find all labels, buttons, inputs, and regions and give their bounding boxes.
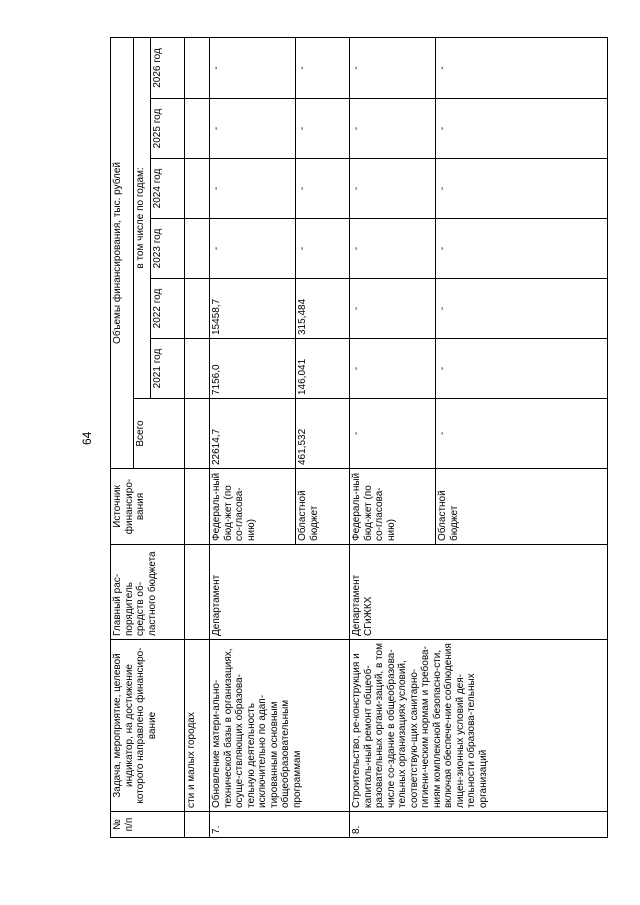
row-value: - xyxy=(350,339,436,399)
row-value: - xyxy=(210,159,296,219)
row-value: - xyxy=(436,219,608,279)
row-number: 7. xyxy=(210,812,350,838)
row-task: Строительство, ре-конструкция и капиталь-ный ремонт общеоб-разовательных органи-заций, в том числе со-здание в общеобразова-тельных организациях условий, соответствую-щих санитарно-гигиени-ческим нормам и требова-ниям комплексной безопасно-сти, включая обеспече-ние соблюдения лицен-зионных условий дея-тельности образова-тельных организаций xyxy=(350,640,608,812)
header-year: 2023 год xyxy=(151,219,185,279)
row-total: 461,532 xyxy=(296,399,350,469)
row-value: - xyxy=(350,159,436,219)
header-source: Источник финансиро-вания xyxy=(111,469,185,545)
row-total: - xyxy=(436,399,608,469)
row-value: - xyxy=(350,99,436,159)
row-value: - xyxy=(296,37,350,98)
header-volumes: Объемы финансирования, тыс. рублей xyxy=(111,37,134,468)
header-by-years: в том числе по годам: xyxy=(134,37,151,398)
header-task: Задача, мероприятие, целевой индикатор, на достижение которого направлено финансиро-вание xyxy=(111,640,185,812)
table-row xyxy=(350,37,436,837)
row-value: - xyxy=(210,99,296,159)
row-value: - xyxy=(436,339,608,399)
section-row xyxy=(185,37,210,837)
row-source: Областной бюджет xyxy=(436,469,608,545)
row-manager: Департамент xyxy=(210,545,350,640)
financing-table xyxy=(110,37,608,838)
row-value: 15458,7 xyxy=(210,279,296,339)
row-total: 22614,7 xyxy=(210,399,296,469)
row-value: - xyxy=(436,37,608,98)
header-num: № п/п xyxy=(111,812,185,838)
header-manager: Главный рас-порядитель средств об-ластного бюджета xyxy=(111,545,185,640)
row-value: - xyxy=(296,99,350,159)
table-row xyxy=(210,37,296,837)
row-source: Областной бюджет xyxy=(296,469,350,545)
row-value: 146,041 xyxy=(296,339,350,399)
header-year: 2021 год xyxy=(151,339,185,399)
header-year: 2025 год xyxy=(151,99,185,159)
row-source: Федераль-ный бюд-жет (по со-гласова-нию) xyxy=(210,469,296,545)
row-value: - xyxy=(436,99,608,159)
row-number: 8. xyxy=(350,812,608,838)
row-value: - xyxy=(210,37,296,98)
section-title: сти и малых городах xyxy=(185,640,210,812)
page-number: 64 xyxy=(80,431,94,445)
row-value: 315,484 xyxy=(296,279,350,339)
row-value: - xyxy=(350,279,436,339)
row-value: - xyxy=(296,159,350,219)
row-manager: Департамент СГиЖКХ xyxy=(350,545,608,640)
header-year: 2024 год xyxy=(151,159,185,219)
header-total: Всего xyxy=(134,399,185,469)
row-task: Обновление матери-ально-технической базы в организациях, осуще-ствляющих образова-тельную деятельность исключительно по адап-тированным основным общеобразовательным программам xyxy=(210,640,350,812)
row-value: - xyxy=(350,37,436,98)
row-value: 7156,0 xyxy=(210,339,296,399)
rotated-page xyxy=(110,38,608,838)
header-row-1 xyxy=(111,37,134,837)
row-source: Федераль-ный бюд-жет (по со-гласова-нию) xyxy=(350,469,436,545)
row-value: - xyxy=(296,219,350,279)
header-year: 2026 год xyxy=(151,37,185,98)
row-value: - xyxy=(436,159,608,219)
row-value: - xyxy=(210,219,296,279)
row-value: - xyxy=(350,219,436,279)
row-total: - xyxy=(350,399,436,469)
header-year: 2022 год xyxy=(151,279,185,339)
row-value: - xyxy=(436,279,608,339)
